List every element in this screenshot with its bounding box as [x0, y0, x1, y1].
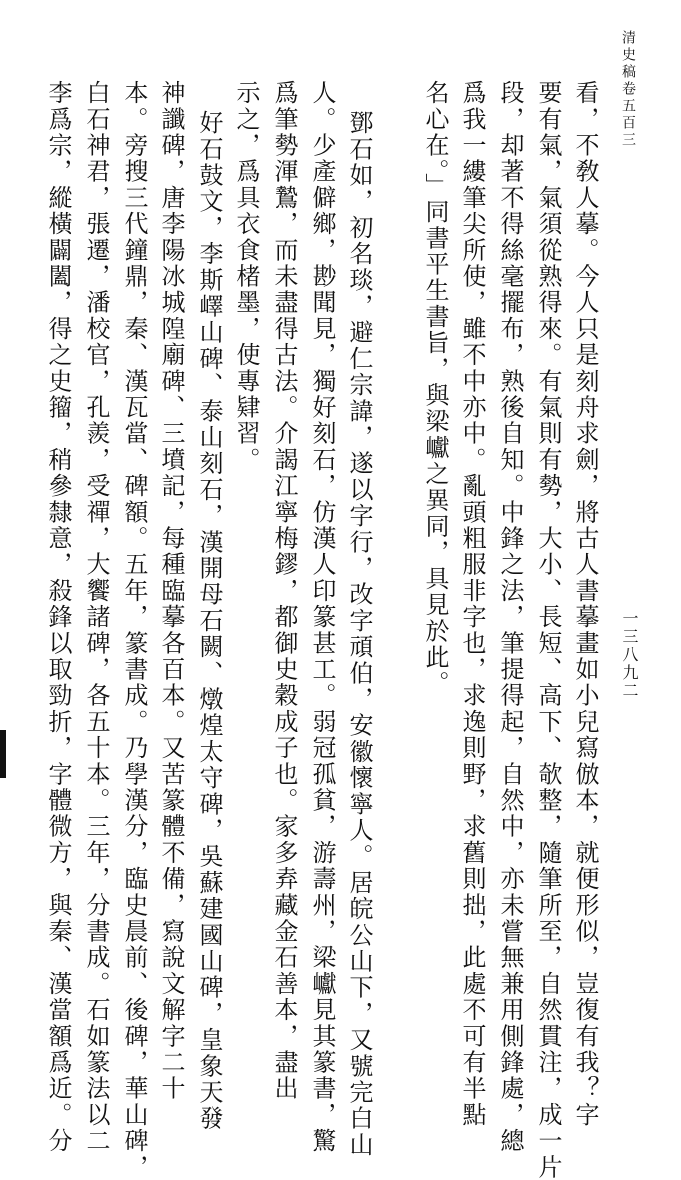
text-column-14: 李爲宗，縱橫闢闔，得之史籀，稍參隸意，殺鋒以取勁折，字體微方，與秦、漢當額爲近。分: [44, 80, 72, 1155]
text-column-8: 爲筆勢渾鷙，而未盡得古法。介謁江寧梅鏐，都御史穀成子也。家多弆藏金石善本，盡出: [270, 80, 298, 1102]
running-title: 清史稿卷五百三: [620, 30, 636, 149]
text-column-2: 要有氣，氣須從熟得來。有氣則有勢，大小、長短、高下、欹整，隨筆所至，自然貫注，成一片: [534, 80, 562, 1180]
text-column-11: 神讖碑，唐李陽冰城隍廟碑、三墳記，每種臨摹各百本。又苦篆體不備，寫說文解字二十: [157, 80, 185, 1102]
text-column-6: 鄧石如，初名琰，避仁宗諱，遂以字行，改字頑伯，安徽懷寧人。居皖公山下，又號完白山: [345, 110, 373, 1158]
text-column-5: 名心在。」同書平生書旨，與梁巘之異同，具見於此。: [421, 80, 449, 697]
text-column-10: 好石鼓文，李斯嶧山碑、泰山刻石，漢開母石闕、燉煌太守碑，吳蘇建國山碑，皇象天發: [195, 110, 223, 1132]
text-column-1: 看，不敎人摹。今人只是刻舟求劍，將古人書摹畫如小兒寫倣本，就便形似，豈復有我？字: [571, 80, 599, 1128]
text-column-7: 人。少產僻鄉，尠聞見，獨好刻石，仿漢人印篆甚工。弱冠孤貧，游壽州，梁巘見其篆書，驚: [308, 80, 336, 1155]
text-column-9: 示之，爲具衣食楮墨，使專肄習。: [232, 80, 260, 473]
text-column-13: 白石神君，張遷，潘校官，孔羨，受禪，大饗諸碑，各五十本。三年，分書成。石如篆法以二: [82, 80, 110, 1155]
text-column-12: 本。旁搜三代鐘鼎，秦、漢瓦當、碑額。五年，篆書成。乃學漢分，臨史晨前、後碑，華山碑，: [120, 80, 148, 1180]
text-column-4: 爲我一縷筆尖所使，雖不中亦中。亂頭粗服非字也，求逸則野，求舊則拙，此處不可有半點: [458, 80, 486, 1128]
text-column-3: 段，却著不得絲毫擺布，熟後自知。中鋒之法，筆提得起，自然中，亦未嘗無兼用側鋒處，總: [496, 80, 524, 1155]
page-number: 一三八九二: [620, 610, 639, 700]
scan-edge-mark: [0, 730, 6, 778]
